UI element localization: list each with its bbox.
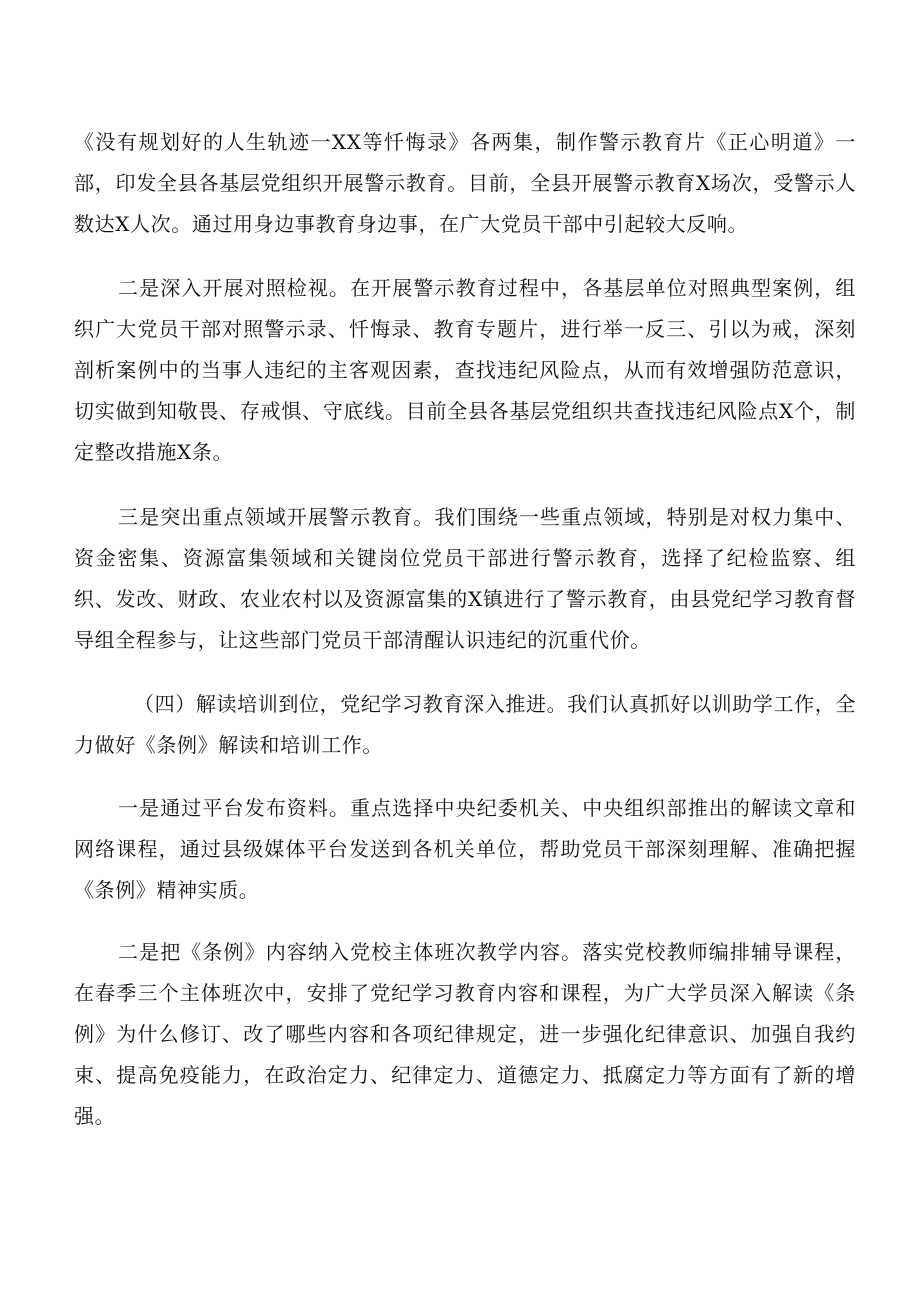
paragraph-self-examination: 二是深入开展对照检视。在开展警示教育过程中，各基层单位对照典型案例，组织广大党员干部对照警示录、忏悔录、教育专题片，进行举一反三、引以为戒，深刻剖析案例中的当事人违纪的主客观因素，查找违纪风险点，从而有效增强防范意识，切实做到知敬畏、存戒惧、守底线。目前全县各基层党组织共查找违纪风险点X个，制定整改措施X条。: [74, 276, 856, 464]
paragraph-key-areas: 三是突出重点领域开展警示教育。我们围绕一些重点领域，特别是对权力集中、资金密集、资源富集领域和关键岗位党员干部进行警示教育，选择了纪检监察、组织、发改、财政、农业农村以及资源富集的X镇进行了警示教育，由县党纪学习教育督导组全程参与，让这些部门党员干部清醒认识违纪的沉重代价。: [74, 505, 856, 652]
paragraph-party-school: 二是把《条例》内容纳入党校主体班次教学内容。落实党校教师编排辅导课程，在春季三个主体班次中，安排了党纪学习教育内容和课程，为广大学员深入解读《条例》为什么修订、改了哪些内容和各项纪律规定，进一步强化纪律意识、加强自我约束、提高免疫能力，在政治定力、纪律定力、道德定力、抵腐定力等方面有了新的增强。: [74, 940, 856, 1128]
paragraph-warning-films: 《没有规划好的人生轨迹一XX等忏悔录》各两集，制作警示教育片《正心明道》一部，印发全县各基层党组织开展警示教育。目前，全县开展警示教育X场次，受警示人数达X人次。通过用身边事教育身边事，在广大党员干部中引起较大反响。: [74, 130, 856, 236]
paragraph-platform-materials: 一是通过平台发布资料。重点选择中央纪委机关、中央组织部推出的解读文章和网络课程，通过县级媒体平台发送到各机关单位，帮助党员干部深刻理解、准确把握《条例》精神实质。: [74, 796, 856, 902]
section-heading-training: （四）解读培训到位，党纪学习教育深入推进。我们认真抓好以训助学工作，全力做好《条例》解读和培训工作。: [74, 692, 856, 757]
